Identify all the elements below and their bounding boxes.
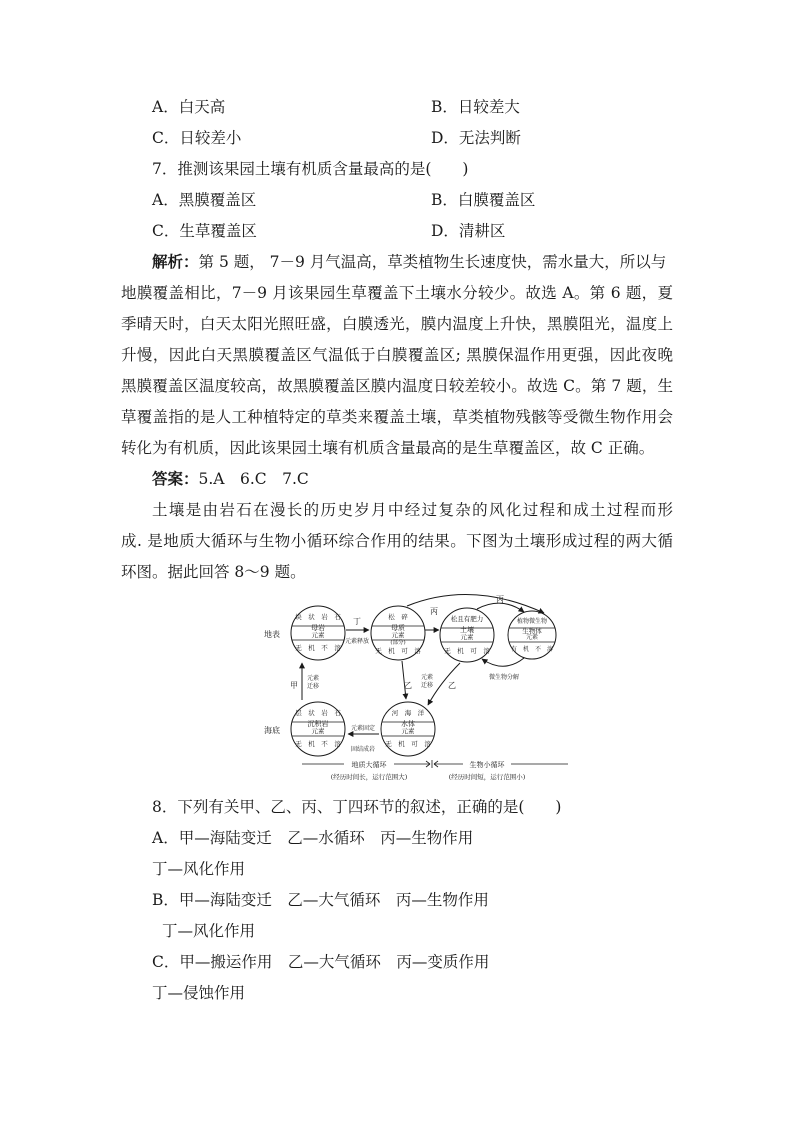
analysis-text-1: 第 5 题， 7－9 月气温高，草类植物生长速度快，需水量大，所以与 <box>198 253 667 271</box>
c3-center: 元素 <box>460 633 474 641</box>
option-7b: B．白膜覆盖区 <box>431 191 536 209</box>
note-migrate-left-1: 元素 <box>306 675 320 682</box>
c2-bottom: 无 机 可 溶 <box>375 647 421 655</box>
option-6b: B．日较差大 <box>431 98 520 116</box>
question-7-stem: 7．推测该果园土壤有机质含量最高的是( ) <box>152 160 469 178</box>
circle-organism <box>508 611 556 659</box>
c6-top: 河 海 洋 <box>391 709 425 717</box>
circle-sedimentary-rock <box>291 702 345 756</box>
option-8b-line-1: B．甲—海陆变迁 乙—大气循环 丙—生物作用 <box>152 891 489 909</box>
c1-bottom: 无 机 不 溶 <box>295 644 341 652</box>
analysis-label: 解析： <box>152 252 199 271</box>
analysis-line-6: 草覆盖指的是人工种植特定的草类来覆盖土壤，草类植物残骸等受微生物作用会 <box>121 408 673 426</box>
c2-top: 松 碎 <box>388 613 408 621</box>
c2-mid: 母质 <box>391 624 405 632</box>
soil-cycle-diagram <box>262 588 568 784</box>
analysis-line-2: 地膜覆盖相比，7－9 月该果园生草覆盖下土壤水分较少。故选 A。第 6 题，夏 <box>121 284 673 302</box>
circle-water-body <box>381 702 435 756</box>
c6-mid: 水体 <box>401 720 415 728</box>
analysis-line-4: 升慢，因此白天黑膜覆盖区气温低于白膜覆盖区; 黑膜保温作用更强，因此夜晚 <box>121 346 673 364</box>
c1-mid: 母岩 <box>311 624 325 632</box>
arrow-bing-2-label: 丙 <box>496 595 504 604</box>
c2-center: 元素 <box>391 631 405 639</box>
c1-top: 块 状 岩 石 <box>295 613 341 621</box>
note-fix: 元素固定 <box>350 725 376 732</box>
arrow-decompose <box>482 658 524 666</box>
arrow-yi-1-label: 乙 <box>404 681 412 690</box>
answer-label: 答案： <box>152 469 199 488</box>
intro-line-3: 环图。据此回答 8～9 题。 <box>121 563 306 581</box>
option-8b-line-2: 丁—风化作用 <box>162 922 256 940</box>
c3-top: 松且有肥力 <box>450 615 484 623</box>
arrow-bing-1-label: 丙 <box>430 607 438 616</box>
analysis-line-7: 转化为有机质，因此该果园土壤有机质含量最高的是生草覆盖区，故 C 正确。 <box>121 439 655 457</box>
option-8a-line-2: 丁—风化作用 <box>152 860 246 878</box>
option-7d: D．清耕区 <box>431 222 506 240</box>
note-migrate-left-2: 迁移 <box>306 683 320 690</box>
intro-line-1: 土壤是由岩石在漫长的历史岁月中经过复杂的风化过程和成土过程而形 <box>152 501 673 519</box>
analysis-line-3: 季晴天时，白天太阳光照旺盛，白膜透光，膜内温度上升快，黑膜阻光，温度上 <box>121 315 673 333</box>
note-release: 元素释放 <box>344 638 370 645</box>
circle-parent-material <box>371 606 425 660</box>
answer-line <box>152 469 309 489</box>
legend-left-title: 地质大循环 <box>351 761 387 769</box>
c5-bottom: 无 机 不 溶 <box>295 740 341 748</box>
arrow-jia-label: 甲 <box>290 681 298 690</box>
arrow-ding-label: 丁 <box>353 617 361 626</box>
arrow-yi-1 <box>402 661 406 699</box>
option-8a-line-1: A．甲—海陆变迁 乙—水循环 丙—生物作用 <box>152 829 474 847</box>
circle-parent-rock <box>291 606 345 660</box>
c5-center: 元素 <box>311 727 325 735</box>
note-migrate-mid-2: 迁移 <box>420 682 434 689</box>
c2-sub: (部分) <box>390 640 406 646</box>
c4-top: 植物微生物 <box>516 618 548 625</box>
arrow-yi-2-label: 乙 <box>448 681 456 690</box>
legend-right-note: (经历时间短，运行范围小) <box>448 773 526 781</box>
c4-mid: 生物体 <box>522 627 542 635</box>
option-7a: A．黑膜覆盖区 <box>152 191 257 209</box>
question-8-stem: 8．下列有关甲、乙、丙、丁四环节的叙述，正确的是( ) <box>152 798 562 816</box>
c6-bottom: 无 机 可 溶 <box>385 740 431 748</box>
c1-center: 元素 <box>311 631 325 639</box>
answer-text: 5.A 6.C 7.C <box>198 470 309 488</box>
analysis-line-5: 黑膜覆盖区温度较高，故黑膜覆盖区膜内温度日较差较小。故选 C。第 7 题，生 <box>121 377 673 395</box>
c4-center: 元素 <box>525 634 539 641</box>
arrow-bing-2 <box>477 603 524 612</box>
option-6c: C．日较差小 <box>152 129 242 147</box>
label-surface: 地表 <box>264 630 280 639</box>
intro-line-2: 成. 是地质大循环与生物小循环综合作用的结果。下图为土壤形成过程的两大循 <box>121 532 673 550</box>
analysis-line-1 <box>152 252 666 272</box>
label-seafloor: 海底 <box>264 726 280 735</box>
option-6a: A．白天高 <box>152 98 226 116</box>
circle-soil <box>440 608 494 662</box>
c6-center: 元素 <box>401 727 415 735</box>
note-decompose: 微生物分解 <box>488 674 520 681</box>
c3-mid: 土壤 <box>460 626 474 634</box>
legend-right-title: 生物小循环 <box>469 761 505 769</box>
note-migrate-mid-1: 元素 <box>420 674 434 681</box>
legend-left-note: (经历时间长，运行范围大) <box>330 773 408 781</box>
note-consolidate: 固结成岩 <box>350 746 376 753</box>
option-7c: C．生草覆盖区 <box>152 222 257 240</box>
c3-bottom: 无 机 可 溶 <box>444 647 490 655</box>
option-8c-line-2: 丁—侵蚀作用 <box>152 984 246 1002</box>
arrow-top-arc <box>407 595 544 613</box>
option-8c-line-1: C．甲—搬运作用 乙—大气循环 丙—变质作用 <box>152 953 490 971</box>
option-6d: D．无法判断 <box>431 129 521 147</box>
c5-top: 层 状 岩 石 <box>295 709 341 717</box>
c5-mid: 沉积岩 <box>307 720 329 728</box>
c4-bottom: 有 机 不 溶 <box>510 646 554 653</box>
